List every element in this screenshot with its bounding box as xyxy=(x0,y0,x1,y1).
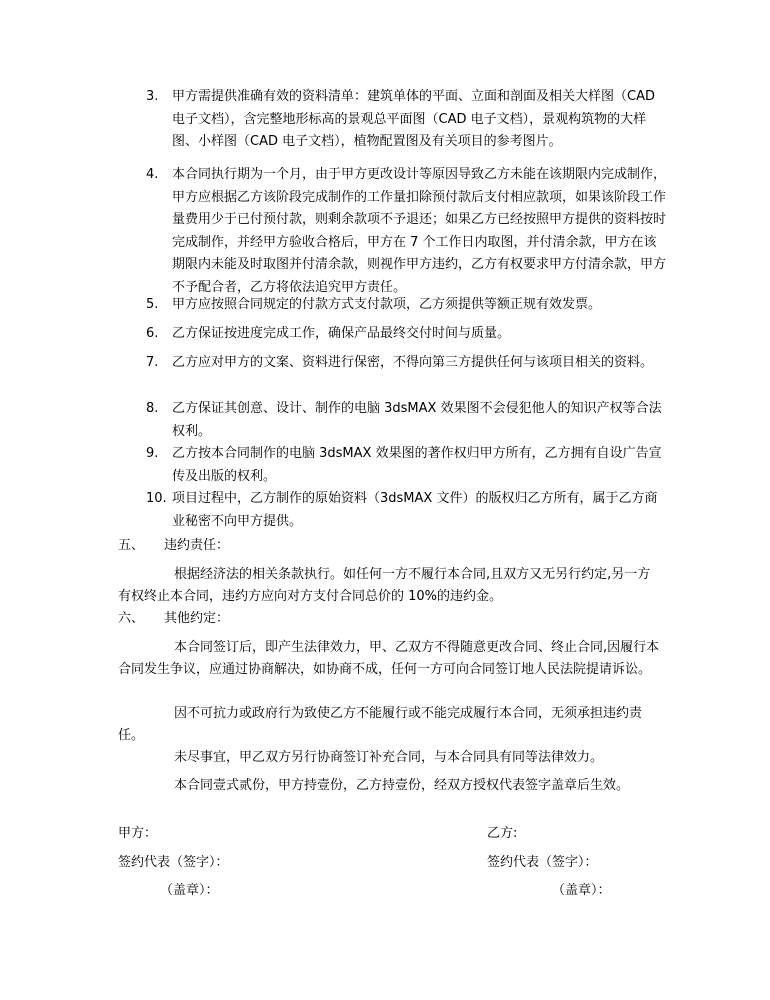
other-paragraph-3: 未尽事宜，甲乙双方另行协商签订补充合同，与本合同具有同等法律效力。 xyxy=(174,750,604,765)
item-number: 3. xyxy=(146,89,159,104)
item-text: 甲方应按照合同规定的付款方式支付款项，乙方须提供等额正规有效发票。 xyxy=(172,297,602,312)
party-b-representative-label: 签约代表（签字）： xyxy=(487,855,598,870)
section-number: 五、 xyxy=(118,538,145,553)
party-b-seal-label: （盖章）： xyxy=(552,883,611,898)
item-text: 乙方按本合同制作的电脑 3dsMAX 效果图的著作权归甲方所有，乙方拥有自设广告宣传及出版的权利。 xyxy=(172,446,662,484)
item-number: 10. xyxy=(146,491,167,506)
section-heading-other xyxy=(118,609,229,629)
item-text: 甲方需提供准确有效的资料清单：建筑单体的平面、立面和剖面及相关大样图（CAD 电子文档），含完整地形标高的景观总平面图（CAD 电子文档），景观构筑物的大样图、小样图（CAD 电子文档），植物配置图及有关项目的参考图片。 xyxy=(172,89,655,149)
party-a-representative-label: 签约代表（签字）： xyxy=(118,855,229,870)
other-paragraph-2: 因不可抗力或政府行为致使乙方不能履行或不能完成履行本合同，无须承担违约责任。 xyxy=(118,706,643,743)
other-paragraph-1: 本合同签订后，即产生法律效力，甲、乙双方不得随意更改合同、终止合同,因履行本合同发生争议，应通过协商解决，如协商不成，任何一方可向合同签订地人民法院提请诉讼。 xyxy=(118,640,660,677)
item-text: 乙方保证按进度完成工作，确保产品最终交付时间与质量。 xyxy=(172,326,511,341)
item-text: 本合同执行期为一个月，由于甲方更改设计等原因导致乙方未能在该期限内完成制作，甲方应根据乙方该阶段完成制作的工作量扣除预付款后支付相应款项，如果该阶段工作量费用少于已付预付款，则剩余款项不予退还；如果乙方已经按照甲方提供的资料按时完成制作，并经甲方验收合格后，甲方在 7 个工作日内取图，并付清余款，甲方在该期限内未能及时取图并付清余款，则视作甲方违约，乙方有权要求甲方付清余款，甲方不予配合者，乙方将依法追究甲方责任。 xyxy=(172,167,667,295)
item-text: 项目过程中，乙方制作的原始资料（3dsMAX 文件）的版权归乙方所有，属于乙方商业秘密不向甲方提供。 xyxy=(172,491,658,529)
other-paragraph-4: 本合同壹式贰份，甲方持壹份，乙方持壹份，经双方授权代表签字盖章后生效。 xyxy=(174,778,630,793)
item-number: 8. xyxy=(146,401,159,416)
item-text: 乙方应对甲方的文案、资料进行保密，不得向第三方提供任何与该项目相关的资料。 xyxy=(172,355,654,370)
item-number: 9. xyxy=(146,446,159,461)
party-b-label: 乙方: xyxy=(487,826,518,841)
section-title: 违约责任： xyxy=(164,538,230,553)
item-number: 6. xyxy=(146,326,159,341)
section-heading-breach xyxy=(118,536,229,556)
section-title: 其他约定： xyxy=(164,611,230,626)
item-number: 7. xyxy=(146,355,159,370)
party-a-seal-label: （盖章）： xyxy=(160,883,219,898)
item-text: 乙方保证其创意、设计、制作的电脑 3dsMAX 效果图不会侵犯他人的知识产权等合法权利。 xyxy=(172,401,662,439)
party-a-label: 甲方： xyxy=(118,826,158,841)
breach-paragraph: 根据经济法的相关条款执行。如任何一方不履行本合同,且双方又无另行约定,另一方有权终止本合同，违约方应向对方支付合同总价的 10%的违约金。 xyxy=(118,567,651,604)
item-number: 5. xyxy=(146,297,159,312)
item-number: 4. xyxy=(146,167,159,182)
section-number: 六、 xyxy=(118,611,145,626)
